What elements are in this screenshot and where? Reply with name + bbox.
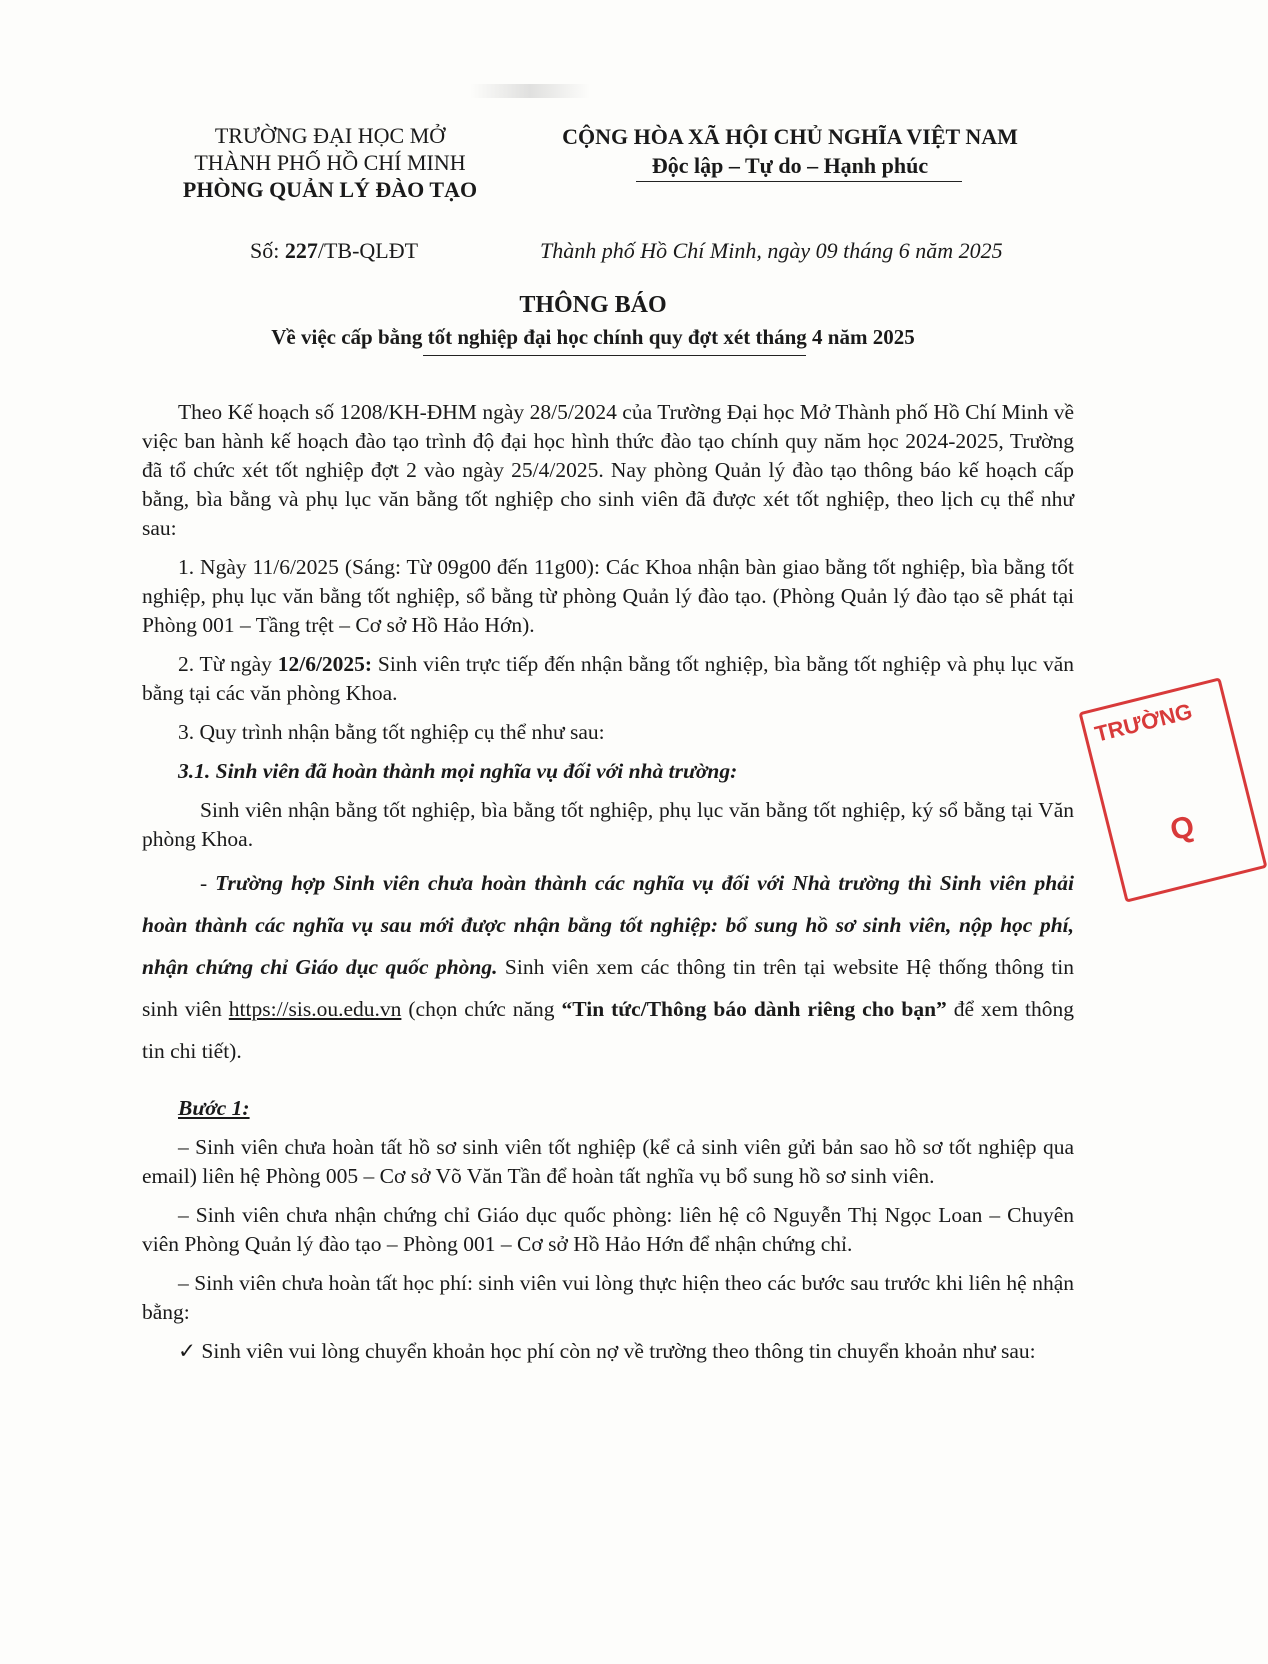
- stamp-text-2: Q: [1166, 809, 1198, 848]
- step-1-heading: Bước 1:: [178, 1096, 250, 1120]
- motto-underline: [636, 181, 962, 182]
- document-date: Thành phố Hồ Chí Minh, ngày 09 tháng 6 năm 2025: [540, 238, 1003, 263]
- item-1: 1. Ngày 11/6/2025 (Sáng: Từ 09g00 đến 11g00): Các Khoa nhận bàn giao bằng tốt nghiệp, bìa bằng tốt nghiệp, phụ lục văn bằng tốt nghiệp, sổ bằng từ phòng Quản lý đào tạo. (Phòng Quản lý đào tạo sẽ phát tại Phòng 001 – Tầng trệt – Cơ sở Hồ Hảo Hớn).: [142, 555, 1074, 637]
- national-header: [520, 122, 1060, 180]
- subtitle-underline: [423, 355, 806, 356]
- item-2: [142, 650, 1074, 708]
- issuer-line-2: THÀNH PHỐ HỒ CHÍ MINH: [194, 150, 466, 175]
- intro-paragraph: Theo Kế hoạch số 1208/KH-ĐHM ngày 28/5/2024 của Trường Đại học Mở Thành phố Hồ Chí Minh về việc ban hành kế hoạch đào tạo trình độ đại học hình thức đào tạo chính quy năm học 2024-2025, Trường đã tổ chức xét tốt nghiệp đợt 2 vào ngày 25/4/2025. Nay phòng Quản lý đào tạo thông báo kế hoạch cấp bằng, bìa bằng và phụ lục văn bằng tốt nghiệp cho sinh viên đã được xét tốt nghiệp, theo lịch cụ thể như sau:: [142, 400, 1074, 540]
- case-dash: -: [200, 871, 216, 895]
- document-subtitle: Về việc cấp bằng tốt nghiệp đại học chính quy đợt xét tháng 4 năm 2025: [271, 325, 915, 349]
- case-text-2: (chọn chức năng: [401, 997, 562, 1021]
- red-seal-stamp: [1078, 677, 1267, 902]
- case-paragraph: [142, 862, 1074, 1072]
- bullet-2: – Sinh viên chưa nhận chứng chỉ Giáo dục quốc phòng: liên hệ cô Nguyễn Thị Ngọc Loan – Chuyên viên Phòng Quản lý đào tạo – Phòng 001 – Cơ sở Hồ Hảo Hớn để nhận chứng chỉ.: [142, 1203, 1074, 1256]
- item-2-text: Sinh viên trực tiếp đến nhận bằng tốt nghiệp, bìa bằng tốt nghiệp và phụ lục văn bằng tại các văn phòng Khoa.: [142, 652, 1074, 705]
- national-motto: Độc lập – Tự do – Hạnh phúc: [651, 153, 929, 178]
- item-2-prefix: 2. Từ ngày: [178, 652, 278, 676]
- doc-no-suffix: /TB-QLĐT: [317, 238, 419, 263]
- item-3: 3. Quy trình nhận bằng tốt nghiệp cụ thể như sau:: [178, 720, 605, 744]
- bullet-3: – Sinh viên chưa hoàn tất học phí: sinh viên vui lòng thực hiện theo các bước sau trước khi liên hệ nhận bằng:: [142, 1271, 1074, 1324]
- case-text-3: để xem thông tin chi tiết).: [142, 997, 1074, 1063]
- doc-no-prefix: Số:: [250, 238, 285, 263]
- stamp-text-1: TRƯỜNG: [1092, 698, 1195, 747]
- case-bold-text: Trường hợp Sinh viên chưa hoàn thành các nghĩa vụ đối với Nhà trường thì Sinh viên phải hoàn thành các nghĩa vụ sau mới được nhận bằng tốt nghiệp: bổ sung hồ sơ sinh viên, nộp học phí, nhận chứng chỉ Giáo dục quốc phòng.: [142, 871, 1074, 979]
- case-quote: “Tin tức/Thông báo dành riêng cho bạn”: [561, 997, 947, 1021]
- case-text-1: Sinh viên xem các thông tin trên tại website Hệ thống thông tin sinh viên: [142, 955, 1074, 1021]
- item-3-1-heading: 3.1. Sinh viên đã hoàn thành mọi nghĩa vụ đối với nhà trường:: [178, 759, 738, 783]
- check-item-1: ✓ Sinh viên vui lòng chuyển khoản học phí còn nợ về trường theo thông tin chuyển khoản như sau:: [178, 1339, 1036, 1363]
- document-title: THÔNG BÁO: [519, 292, 667, 318]
- document-body: [142, 398, 1074, 1366]
- doc-no-value: 227: [284, 238, 318, 263]
- sis-link[interactable]: https://sis.ou.edu.vn: [228, 997, 402, 1021]
- bullet-1: – Sinh viên chưa hoàn tất hồ sơ sinh viên tốt nghiệp (kể cả sinh viên gửi bản sao hồ sơ tốt nghiệp qua email) liên hệ Phòng 005 – Cơ sở Võ Văn Tần để hoàn tất nghĩa vụ bổ sung hồ sơ sinh viên.: [142, 1135, 1074, 1188]
- issuer-department: PHÒNG QUẢN LÝ ĐÀO TẠO: [182, 177, 478, 202]
- issuer-block: [150, 122, 510, 203]
- issuer-line-1: TRƯỜNG ĐẠI HỌC MỞ: [214, 123, 446, 148]
- national-title: CỘNG HÒA XÃ HỘI CHỦ NGHĨA VIỆT NAM: [562, 124, 1018, 149]
- scan-artifact: [470, 84, 590, 98]
- item-3-1-text: Sinh viên nhận bằng tốt nghiệp, bìa bằng tốt nghiệp, phụ lục văn bằng tốt nghiệp, ký sổ bằng tại Văn phòng Khoa.: [142, 798, 1074, 851]
- document-number: [250, 238, 418, 264]
- item-2-date: 12/6/2025:: [277, 652, 373, 676]
